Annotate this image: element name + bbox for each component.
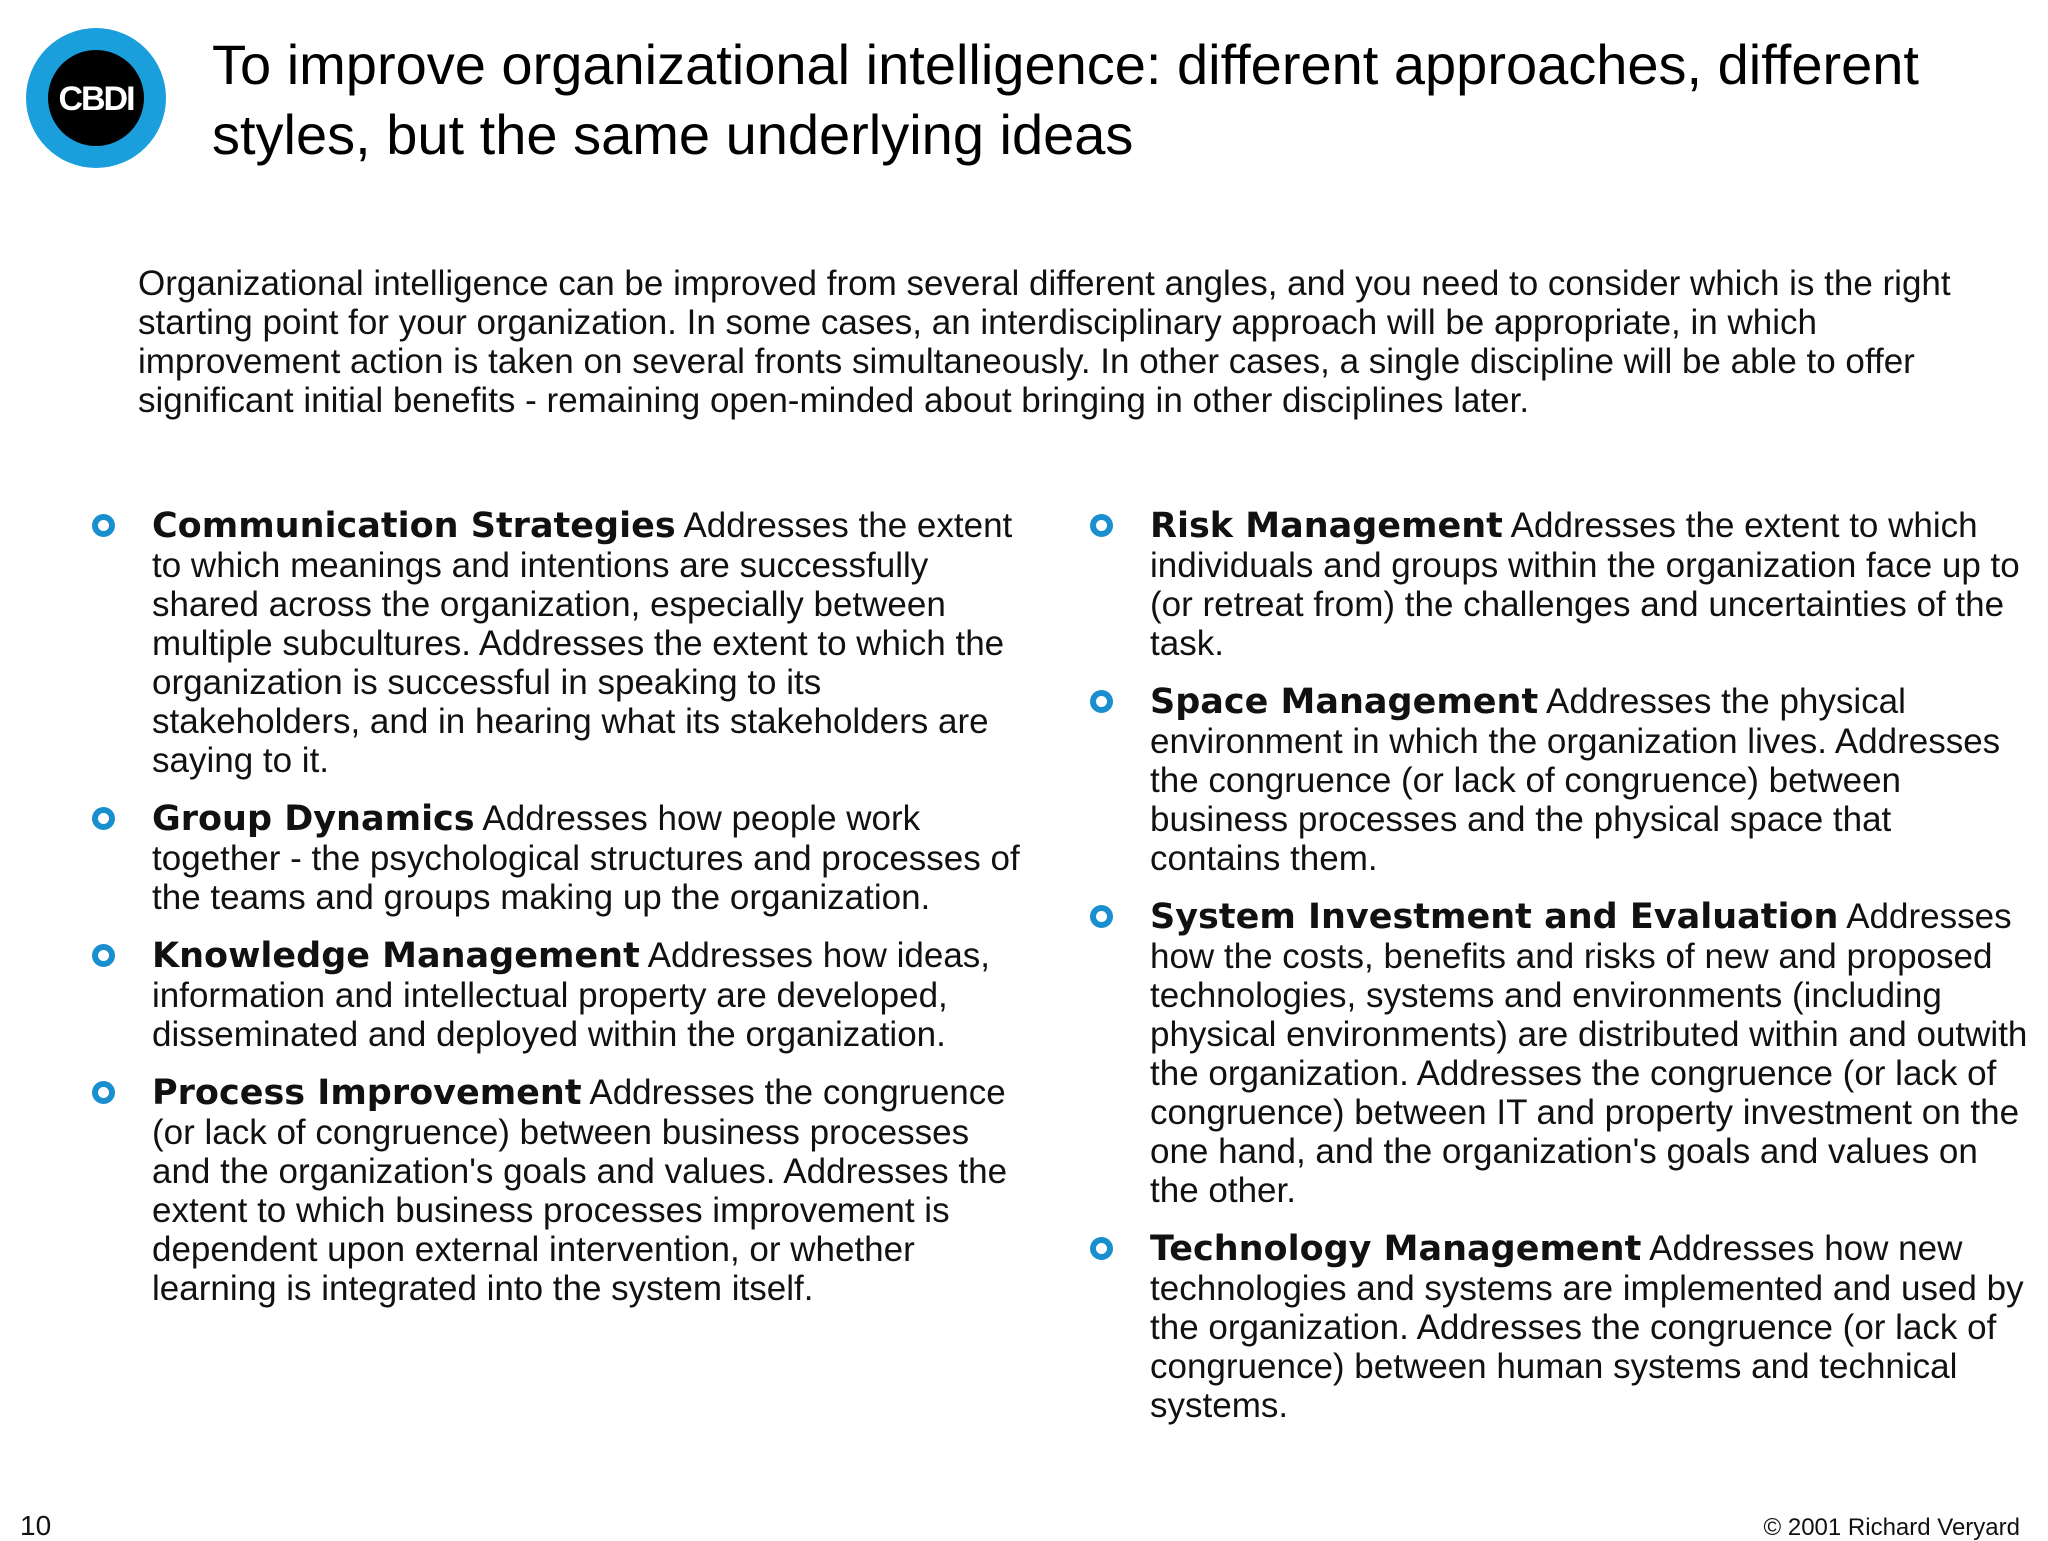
copyright-notice: © 2001 Richard Veryard: [1763, 1514, 2020, 1541]
item-term: Knowledge Management: [152, 936, 640, 976]
list-item-communication-strategies: [92, 506, 1022, 780]
item-description: Addresses how ideas, information and intellectual property are developed, disseminated and deployed within the organization.: [152, 936, 991, 1054]
bullet-icon: [1090, 690, 1113, 713]
bullet-icon: [1090, 905, 1113, 928]
bullet-icon: [1090, 514, 1113, 537]
left-bullet-list: [92, 506, 1022, 1327]
slide-title: To improve organizational intelligence: different approaches, different styles, but the same underlying ideas: [212, 33, 1919, 166]
list-item-risk-management: [1090, 506, 2030, 663]
bullet-icon: [92, 807, 115, 830]
intro-paragraph: Organizational intelligence can be improved from several different angles, and you need to consider which is the right starting point for your organization. In some cases, an interdisciplinary approach will be appropriate, in which improvement action is taken on several fronts simultaneously. In other cases, a single discipline will be able to offer significant initial benefits - remaining open-minded about bringing in other disciplines later.: [138, 264, 1951, 420]
cbdi-logo-icon: [24, 26, 168, 170]
item-term: Risk Management: [1150, 506, 1503, 546]
item-term: Group Dynamics: [152, 799, 475, 839]
list-item-knowledge-management: [92, 936, 1022, 1054]
list-item-group-dynamics: [92, 799, 1022, 917]
item-description: Addresses the extent to which meanings and intentions are successfully shared across the organization, especially between multiple subcultures. Addresses the extent to which the organization is successful in speaking to its stakeholders, and in hearing what its stakeholders are saying to it.: [152, 506, 1013, 780]
item-term: Process Improvement: [152, 1073, 582, 1113]
item-term: Technology Management: [1150, 1229, 1642, 1269]
item-description: Addresses the physical environment in which the organization lives. Addresses the congruence (or lack of congruence) between business processes and the physical space that contains them.: [1150, 682, 2001, 878]
item-term: Communication Strategies: [152, 506, 676, 546]
list-item-technology-management: [1090, 1229, 2030, 1425]
item-description: Addresses the extent to which individuals and groups within the organization face up to (or retreat from) the challenges and uncertainties of the task.: [1150, 506, 2020, 663]
bullet-icon: [1090, 1237, 1113, 1260]
item-term: Space Management: [1150, 682, 1539, 722]
list-item-space-management: [1090, 682, 2030, 878]
list-item-system-investment-and-evaluation: [1090, 897, 2030, 1210]
bullet-icon: [92, 1081, 115, 1104]
svg-text:CBDI: CBDI: [58, 80, 134, 118]
right-bullet-list: [1090, 506, 2030, 1444]
list-item-process-improvement: [92, 1073, 1022, 1308]
bullet-icon: [92, 944, 115, 967]
item-description: Addresses how new technologies and systems are implemented and used by the organization. Addresses the congruence (or lack of congruence) between human systems and technical systems.: [1150, 1229, 2024, 1425]
bullet-icon: [92, 514, 115, 537]
item-term: System Investment and Evaluation: [1150, 897, 1839, 937]
page-number: 10: [20, 1510, 52, 1541]
item-description: Addresses the congruence (or lack of congruence) between business processes and the organization's goals and values. Addresses the extent to which business processes improvement is dependent upon external intervention, or whether learning is integrated into the system itself.: [152, 1073, 1008, 1308]
cbdi-logo: [24, 26, 168, 170]
item-description: Addresses how people work together - the psychological structures and processes of the teams and groups making up the organization.: [152, 799, 1020, 917]
item-description: Addresses how the costs, benefits and risks of new and proposed technologies, systems and environments (including physical environments) are distributed within and outwith the organization. Addresses the congruence (or lack of congruence) between IT and property investment on the one hand, and the organization's goals and values on the other.: [1150, 897, 2028, 1210]
